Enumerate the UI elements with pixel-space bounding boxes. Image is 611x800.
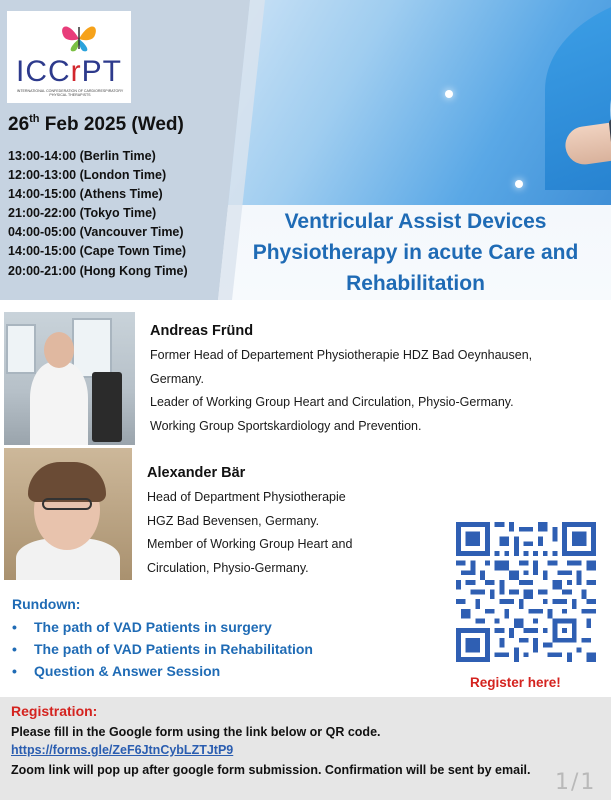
time-list — [8, 147, 188, 281]
window — [6, 324, 36, 374]
bio-line: Former Head of Departement Physiotherapie HDZ Bad Oeynhausen, — [150, 348, 533, 362]
bio-line: Leader of Working Group Heart and Circulation, Physio-Germany. — [150, 395, 514, 409]
logo-subtitle: INTERNATIONAL CONFEDERATION OF CARDIORESPIRATORY PHYSICAL THERAPISTS — [16, 89, 124, 97]
time-item: 04:00-05:00 (Vancouver Time) — [8, 225, 184, 240]
speaker-name: Andreas Fründ — [150, 323, 254, 339]
time-item: 21:00-22:00 (Tokyo Time) — [8, 206, 157, 221]
registration-heading: Registration: — [11, 703, 98, 719]
speaker-head — [44, 332, 74, 368]
rundown-item-text: The path of VAD Patients in Rehabilitation — [34, 641, 313, 657]
butterfly-icon — [59, 19, 99, 55]
registration-form-link[interactable]: https://forms.gle/ZeF6JtnCybLZTJtP9 — [11, 743, 234, 757]
bullet: • — [12, 619, 17, 635]
rundown-item — [12, 616, 313, 638]
bullet: • — [12, 663, 17, 679]
register-here-label: Register here! — [470, 675, 561, 690]
title-line: Rehabilitation — [346, 272, 485, 295]
title-line: Ventricular Assist Devices — [284, 210, 547, 233]
bio-line: Circulation, Physio-Germany. — [147, 560, 309, 575]
rundown-item-text: Question & Answer Session — [34, 663, 221, 679]
event-title — [222, 206, 609, 299]
bio-line: Head of Department Physiotherapie — [147, 490, 346, 504]
sparkle — [515, 180, 523, 188]
time-item: 20:00-21:00 (Hong Kong Time) — [8, 263, 188, 278]
rundown-list — [12, 616, 313, 682]
time-item: 14:00-15:00 (Athens Time) — [8, 187, 163, 202]
speaker-bio — [147, 486, 352, 580]
rundown-item — [12, 660, 313, 682]
page-indicator: 1/1 — [555, 770, 597, 795]
iccrpt-logo — [7, 11, 131, 103]
registration-instructions: Please fill in the Google form using the link below or QR code. — [11, 725, 381, 739]
speaker-body — [30, 362, 88, 445]
time-item: 14:00-15:00 (Cape Town Time) — [8, 244, 187, 259]
event-date: 26th Feb 2025 (Wed) — [8, 113, 184, 135]
speaker-hair — [28, 462, 106, 502]
speaker-name: Alexander Bär — [147, 465, 246, 481]
speaker-photo-alexander — [4, 448, 132, 580]
rundown-item-text: The path of VAD Patients in surgery — [34, 619, 272, 635]
bio-line: Germany. — [150, 371, 204, 386]
glasses — [42, 498, 92, 510]
title-line: Physiotherapy in acute Care and — [252, 241, 579, 264]
time-item: 13:00-14:00 (Berlin Time) — [8, 149, 156, 163]
bio-line: Working Group Sportskardiology and Prevention. — [150, 418, 422, 433]
sparkle — [445, 90, 453, 98]
nurse-photo — [215, 0, 611, 205]
logo-wordmark: ICCrPT — [15, 55, 122, 88]
bullet: • — [12, 641, 17, 657]
registration-qr-code[interactable] — [456, 522, 596, 662]
speaker-bio — [150, 344, 532, 438]
bio-line: HGZ Bad Bevensen, Germany. — [147, 513, 320, 528]
exercise-bike — [92, 372, 122, 442]
rundown-heading: Rundown: — [12, 596, 81, 612]
rundown-item — [12, 638, 313, 660]
time-item: 12:00-13:00 (London Time) — [8, 168, 167, 183]
bio-line: Member of Working Group Heart and — [147, 537, 353, 551]
speaker-photo-andreas — [4, 312, 135, 445]
registration-note: Zoom link will pop up after google form submission. Confirmation will be sent by email. — [11, 763, 531, 777]
